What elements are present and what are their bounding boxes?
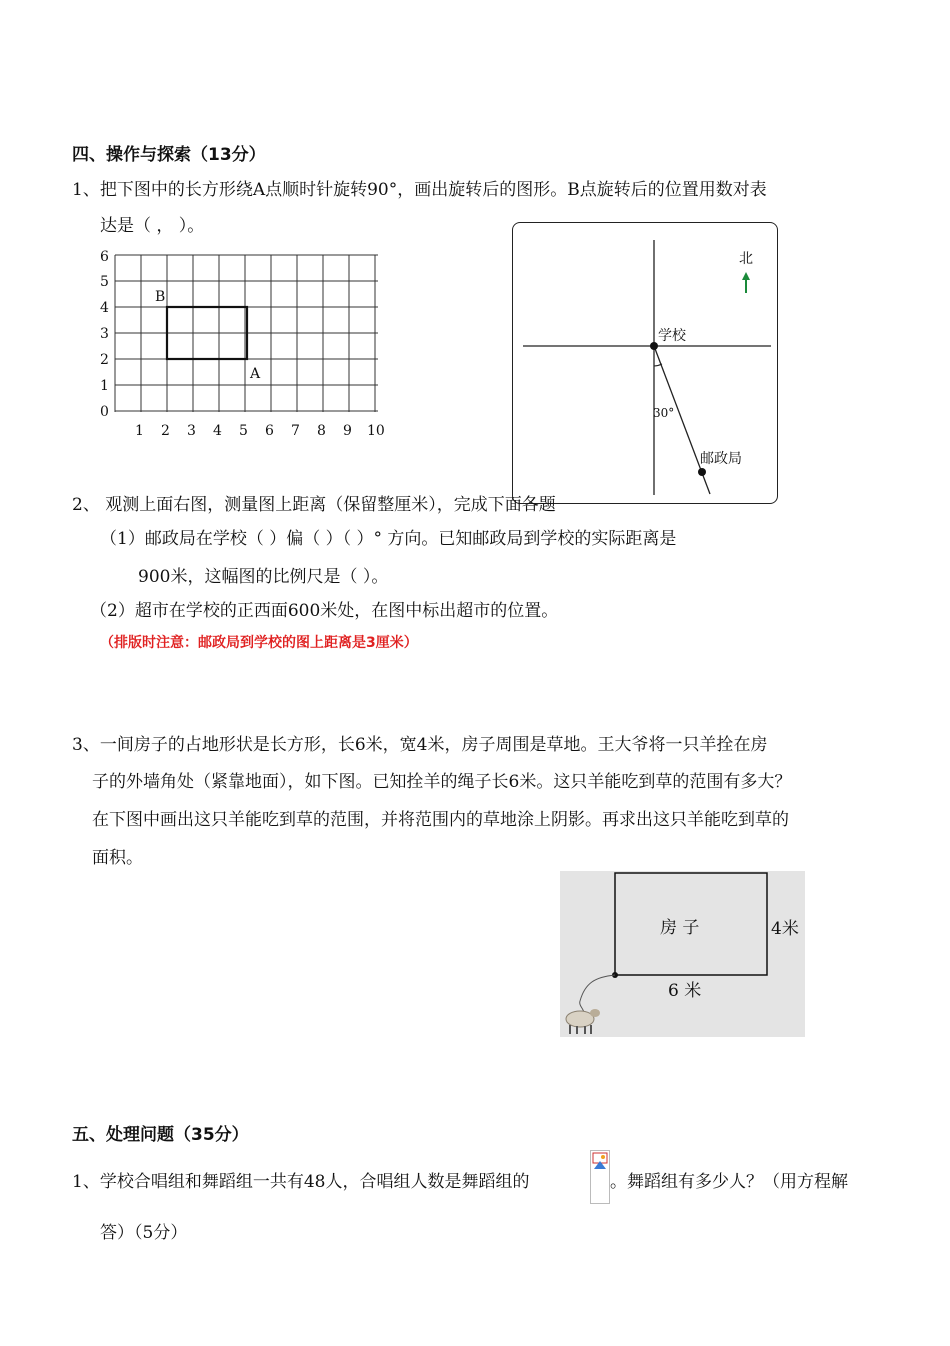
y-tick: 3 [100, 326, 109, 342]
x-tick: 2 [161, 423, 170, 439]
y-tick: 5 [100, 274, 109, 290]
q3-line-3: 在下图中画出这只羊能吃到草的范围，并将范围内的草地涂上阴影。再求出这只羊能吃到草的 [92, 810, 789, 830]
house-length-label: 6 米 [668, 981, 702, 1001]
q3-line-4: 面积。 [92, 848, 143, 868]
y-tick: 1 [100, 378, 109, 394]
q3-line-1: 3、一间房子的占地形状是长方形，长6米，宽4米，房子周围是草地。王大爷将一只羊拴在房 [72, 735, 768, 755]
post-office-label: 邮政局 [700, 451, 742, 467]
section-5-title: 五、处理问题（35分） [72, 1125, 249, 1145]
x-tick: 4 [213, 423, 222, 439]
s5-q1-line-1b: 。舞蹈组有多少人？（用方程解 [610, 1172, 848, 1192]
point-a-label: A [250, 366, 261, 382]
q2-line-1: 2、 观测上面右图，测量图上距离（保留整厘米），完成下面各题 [72, 495, 556, 515]
q1-line-2: 达是（ ， ）。 [100, 216, 205, 236]
x-tick: 3 [187, 423, 196, 439]
s5-q1-line-1a: 1、学校合唱组和舞蹈组一共有48人，合唱组人数是舞蹈组的 [72, 1172, 530, 1192]
q1-line-1: 1、把下图中的长方形绕A点顺时针旋转90°，画出旋转后的图形。B点旋转后的位置用数对表 [72, 180, 767, 200]
x-tick: 7 [291, 423, 300, 439]
direction-map [512, 222, 778, 504]
house-label: 房 子 [660, 918, 700, 938]
post-office-point [698, 468, 706, 476]
house-figure [560, 871, 805, 1037]
x-tick: 8 [317, 423, 326, 439]
q2-sub1-line-1: （1）邮政局在学校（ ）偏（ ）（ ）° 方向。已知邮政局到学校的实际距离是 [100, 529, 677, 549]
fraction-image-placeholder [590, 1150, 610, 1204]
q2-sub2: （2）超市在学校的正西面600米处，在图中标出超市的位置。 [90, 601, 559, 621]
sheep-icon [566, 1009, 600, 1034]
y-tick: 6 [100, 249, 109, 265]
s5-q1-line-2: 答）（5分） [100, 1223, 188, 1243]
q2-sub1-line-2: 900米，这幅图的比例尺是（ ）。 [138, 567, 389, 587]
y-tick: 2 [100, 352, 109, 368]
north-label: 北 [739, 251, 753, 267]
x-tick: 5 [239, 423, 248, 439]
x-tick: 6 [265, 423, 274, 439]
school-label: 学校 [658, 328, 686, 344]
q3-line-2: 子的外墙角处（紧靠地面），如下图。已知拴羊的绳子长6米。这只羊能吃到草的范围有多大？ [92, 772, 792, 792]
y-tick: 4 [100, 300, 109, 316]
x-tick: 9 [343, 423, 352, 439]
y-tick: 0 [100, 404, 109, 420]
x-tick: 1 [135, 423, 144, 439]
x-tick: 10 [367, 423, 385, 439]
house-width-label: 4米 [771, 919, 799, 939]
school-point [650, 342, 658, 350]
layout-note: （排版时注意：邮政局到学校的图上距离是3厘米） [100, 635, 418, 651]
section-4-title: 四、操作与探索（13分） [72, 145, 266, 165]
angle-label: 30° [653, 406, 675, 420]
coordinate-grid [95, 245, 395, 445]
point-b-label: B [155, 289, 166, 305]
